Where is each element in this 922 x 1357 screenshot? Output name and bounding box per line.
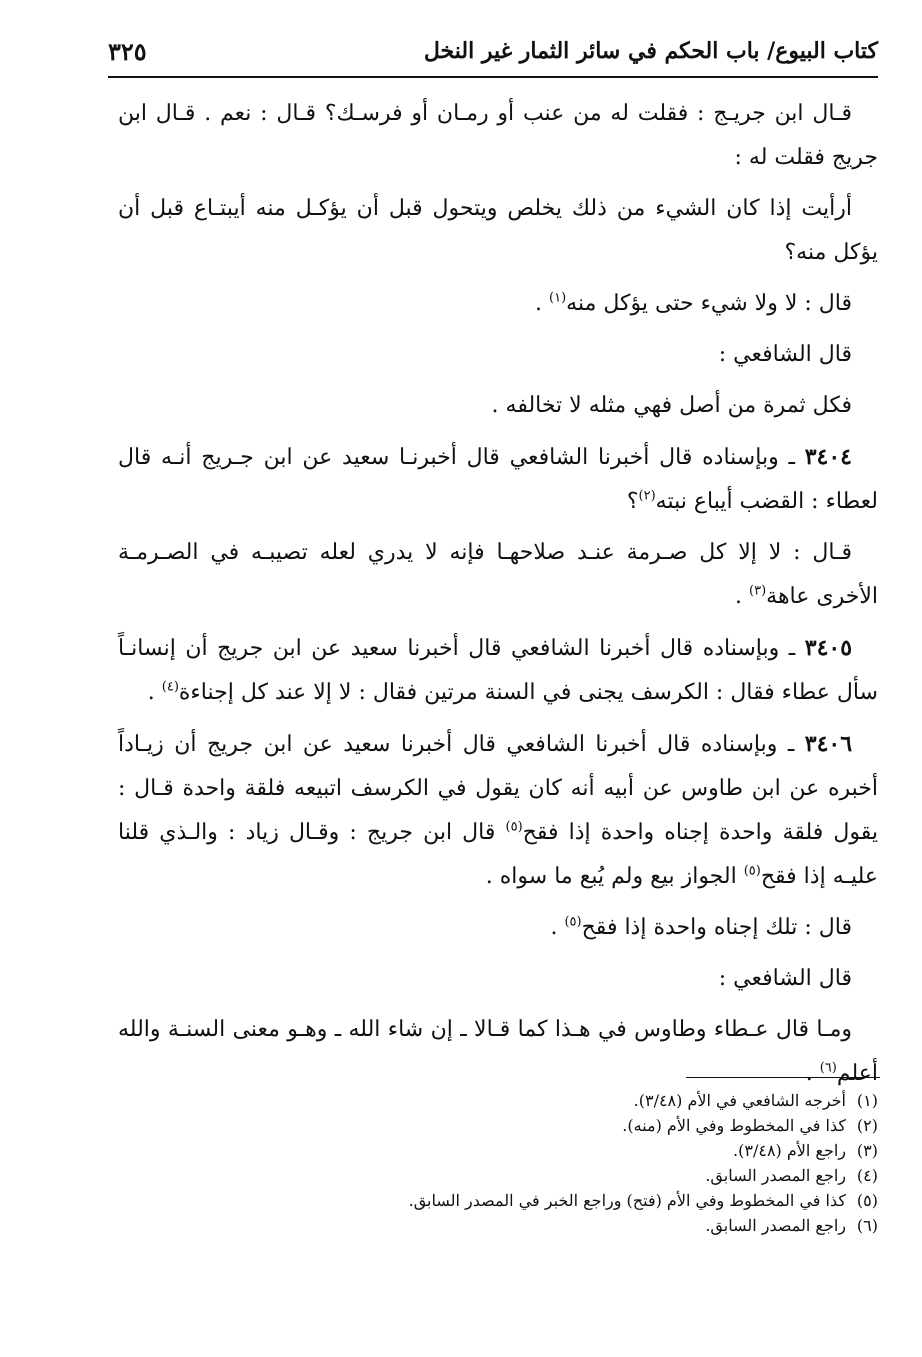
paragraph: قال الشافعي : xyxy=(718,966,852,991)
paragraph: فكل ثمرة من أصل فهي مثله لا تخالفه . xyxy=(491,393,852,418)
footnotes xyxy=(118,1088,878,1238)
hadith-paragraph: ٣٤٠٤ ـ وبإسناده قال أخبرنا الشافعي قال أخبرنـا سعيد عن ابن جـريج أنـه قال لعطاء : القضب أيباع نبته$^{(٢)}$؟ xyxy=(118,444,878,514)
footnote: (١) أخرجه الشافعي في الأم (٣/٤٨). xyxy=(633,1091,878,1110)
paragraph: قال : لا ولا شيء حتى يؤكل منه$^{(١)}$ . xyxy=(535,290,852,316)
footnote-ref: (٥) xyxy=(505,819,523,835)
footnote: (٢) كذا في المخطوط وفي الأم (منه). xyxy=(622,1116,878,1135)
running-header xyxy=(108,26,878,78)
hadith-number: ٣٤٠٤ xyxy=(804,444,852,470)
footnote-ref: (٤) xyxy=(161,679,179,695)
footnote-divider xyxy=(686,1077,880,1078)
hadith-paragraph: ٣٤٠٦ ـ وبإسناده قال أخبرنا الشافعي قال أخبرنا سعيد عن ابن جريج أن زيـاداً أخبره عن ابن طاوس عن أبيه أنه كان يقول في الكرسف اتبيعه فلقة واحدة قـال : يقول فلقة واحدة إجناه واحدة إذا فقح$^{(٥)}$ قال ابن جريج : وقـال زياد : والـذي قلنا عليـه إذا فقح$^{(٥)}$ الجواز بيع ولم يُبع ما سواه . xyxy=(118,731,879,889)
page-number: ٣٢٥ xyxy=(108,36,147,66)
footnote: (٥) كذا في المخطوط وفي الأم (فتح) وراجع الخبر في المصدر السابق. xyxy=(408,1191,878,1210)
footnote-ref: (٦) xyxy=(819,1060,837,1076)
footnote-ref: (٥) xyxy=(564,914,582,930)
paragraph: قـال : لا إلا كل صـرمة عنـد صلاحهـا فإنه لا يدري لعله تصيبـه في الصـرمـة الأخرى عاهة$^{(٣)}$ . xyxy=(118,540,878,609)
footnote-ref: (٥) xyxy=(743,863,761,879)
footnote: (٤) راجع المصدر السابق. xyxy=(705,1166,878,1185)
hadith-paragraph: ٣٤٠٥ ـ وبإسناده قال أخبرنا الشافعي قال أخبرنا سعيد عن ابن جريج أن إنسانـاً سأل عطاء فقال : الكرسف يجنى في السنة مرتين فقال : لا إلا عند كل إجناءة$^{(٤)}$ . xyxy=(118,635,878,705)
footnote: (٣) راجع الأم (٣/٤٨). xyxy=(733,1141,878,1160)
paragraph: ومـا قال عـطاء وطاوس في هـذا كما قـالا ـ إن شاء الله ـ وهـو معنى السنـة والله أعلم$^{(٦)}$ . xyxy=(118,1017,878,1086)
chapter-title: كتاب البيوع/ باب الحكم في سائر الثمار غير النخل xyxy=(423,38,878,64)
paragraph: قال الشافعي : xyxy=(718,342,852,367)
footnote-ref: (١) xyxy=(549,290,567,306)
paragraph: قـال ابن جريـج : فقلت له من عنب أو رمـان أو فرسـك؟ قـال : نعم . قـال ابن جريج فقلت له : xyxy=(118,101,878,170)
footnote: (٦) راجع المصدر السابق. xyxy=(705,1216,878,1235)
main-text xyxy=(118,92,878,1103)
hadith-number: ٣٤٠٥ xyxy=(804,635,853,661)
footnote-ref: (٣) xyxy=(749,583,767,599)
paragraph: قال : تلك إجناه واحدة إذا فقح$^{(٥)}$ . xyxy=(550,914,852,940)
hadith-number: ٣٤٠٦ xyxy=(804,731,853,757)
paragraph: أرأيت إذا كان الشيء من ذلك يخلص ويتحول قبل أن يؤكـل منه أيبتـاع قبل أن يؤكل منه؟ xyxy=(118,196,878,265)
footnote-ref: (٢) xyxy=(638,488,656,504)
